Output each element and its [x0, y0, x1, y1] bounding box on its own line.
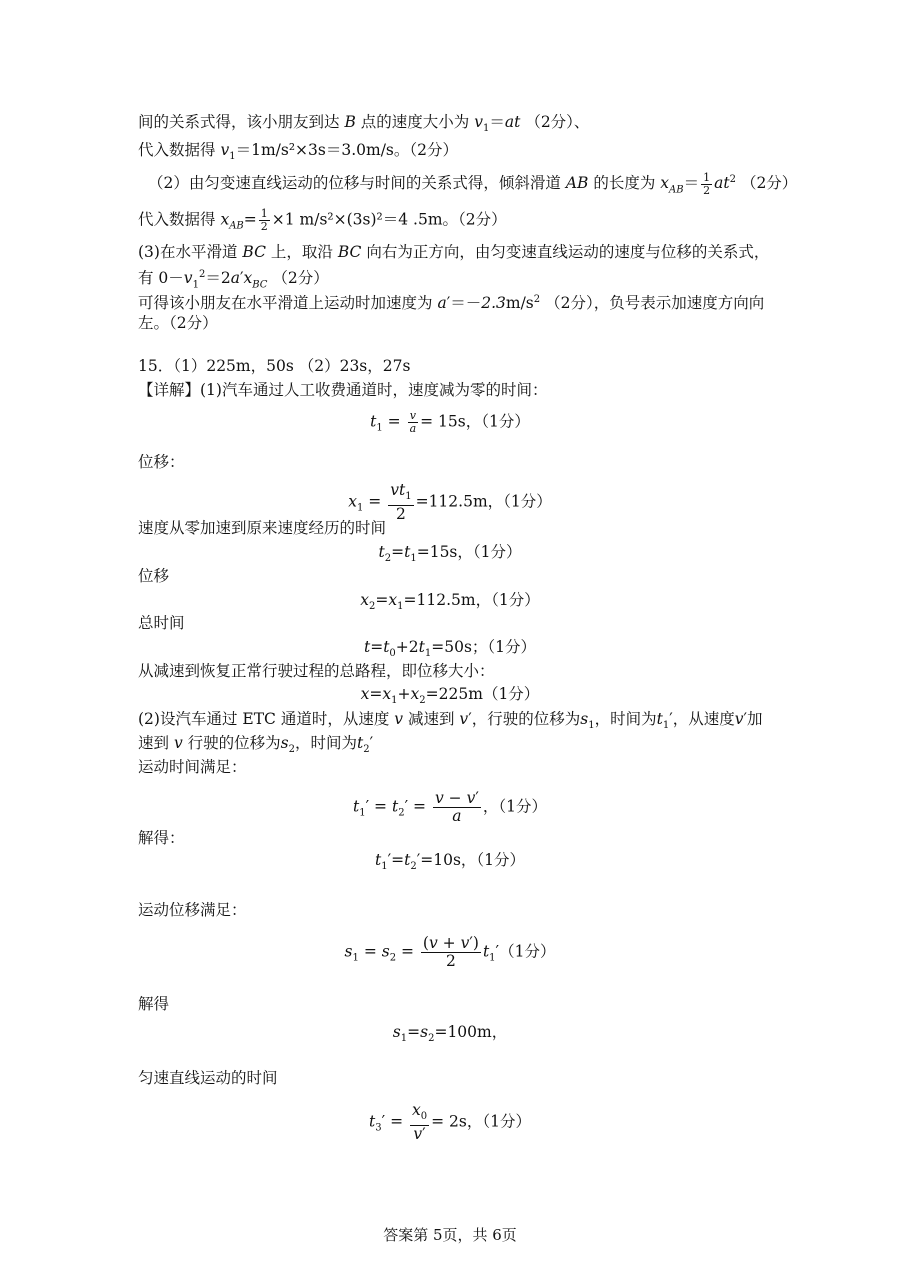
text: 解得：	[138, 829, 185, 847]
text-line	[138, 380, 547, 400]
text: （2分）、	[525, 113, 590, 131]
text: 总时间	[138, 614, 185, 632]
text: 15．（1）225m，50s （2）23s，27s	[138, 357, 411, 375]
text: 运动时间满足：	[138, 758, 247, 776]
text-line	[138, 757, 247, 777]
text: 代入数据得	[138, 210, 216, 229]
text-line: (3)在水平滑道 BC 上，取沿 BC 向右为正方向，由匀变速直线运动的速度与位移的关系式，	[138, 243, 770, 261]
equation-total-distance: $x=x_1+x_2=225m(1$分）	[360, 685, 540, 707]
text: （1分）	[499, 942, 556, 961]
text-line	[138, 313, 218, 333]
text: ，（1分）	[482, 797, 547, 816]
fraction: $\frac{v}{a}$	[409, 409, 417, 435]
text: （2分）	[272, 269, 329, 288]
text: (2)设汽车通过 ETC 通道时，从速度	[138, 710, 390, 728]
text: 解得	[138, 995, 170, 1013]
equation-total-time: $t=t_0+2t_1=50s$；（1分）	[363, 638, 537, 660]
text: ×1 m/s²×(3s)²＝4 .5m。（2分）	[271, 210, 507, 229]
text: 运动位移满足：	[138, 901, 247, 919]
text: ，时间为	[295, 734, 358, 752]
text-line	[138, 566, 169, 586]
text-line	[138, 900, 247, 920]
equation-t1p-result: $t_1'=t_2'=10s$，（1分）	[374, 851, 526, 873]
text: 有 0－	[138, 269, 184, 288]
text-line	[138, 452, 185, 472]
text: =112.5m，（1分）	[403, 591, 540, 609]
text: ，从速度	[672, 710, 735, 728]
text-line: 代入数据得 $v_1=1m/s^2\times 3s=3.0m/s$。（2分）	[138, 141, 458, 163]
text: = 15s，（1分）	[420, 412, 530, 431]
text: （2）由匀变速直线运动的位移与时间的关系式得，倾斜滑道	[148, 174, 561, 193]
text: =50s；（1分）	[431, 638, 537, 656]
text: 代入数据得	[138, 141, 216, 159]
text: 上，取沿	[270, 243, 333, 261]
equation-s1-s2: $s_1 = s_2$ = $\frac{(v + v')}{2}$ $t_1'(1$分）	[344, 934, 556, 970]
text-line: 速到 v 行驶的位移为$s_2$，时间为$t_2'$	[138, 734, 374, 756]
equation-t1p-t2p: $t_1' = t_2'$ = $\frac{v - v'}{a}$ ，（1分）	[353, 789, 547, 825]
text-line	[138, 994, 169, 1014]
text: ＝1m/s²×3s＝3.0m/s。（2分）	[235, 141, 458, 159]
answer-summary	[138, 356, 410, 376]
text: 位移	[138, 567, 170, 585]
text: =225m（1分）	[425, 685, 540, 703]
text: 向右为正方向，由匀变速直线运动的速度与位移的关系式，	[366, 243, 770, 261]
fraction: $\frac{v - v'}{a}$	[434, 789, 479, 825]
text: =15s，（1分）	[416, 543, 522, 561]
text: 可得该小朋友在水平滑道上运动时加速度为	[138, 294, 433, 313]
text-line	[138, 518, 386, 538]
text: 间的关系式得，该小朋友到达	[138, 113, 340, 131]
text: = 2s，（1分）	[431, 1112, 531, 1131]
text: 行驶的位移为	[187, 734, 281, 752]
text: =10s，（1分）	[420, 851, 526, 869]
text-line	[138, 613, 185, 633]
equation-x2: $x_2=x_1=112.5m$，（1分）	[360, 591, 540, 613]
text: 匀速直线运动的时间	[138, 1069, 278, 1087]
equation-t2: $t_2=t_1=15s$，（1分）	[378, 543, 522, 565]
fraction: $\frac{1}{2}$	[260, 207, 268, 233]
text: =100m，	[434, 1023, 508, 1041]
text-line	[138, 1068, 278, 1088]
equation-t1: $t_1$ = $\frac{v}{a}$ = 15s，（1分）	[370, 409, 530, 435]
text: 左。（2分）	[138, 314, 218, 332]
fraction: $\frac{x_0}{v'}$	[412, 1101, 428, 1144]
text-line: （2）由匀变速直线运动的位移与时间的关系式得，倾斜滑道 AB 的长度为 $x_{AB}=$ $\frac{1}{2}$ $at^2$ （2分）	[148, 170, 798, 197]
text: 位移：	[138, 453, 185, 471]
equation-x1: $x_1$ = $\frac{vt_1}{2}$ =112.5m，（1分）	[348, 481, 552, 524]
text: =112.5m，（1分）	[415, 492, 552, 511]
text: ，行驶的位移为	[471, 710, 581, 728]
text-line: 有 $0-v_1^2=2a'x_{BC}$ （2分）	[138, 269, 329, 291]
text: 的长度为	[593, 174, 656, 193]
text: （2分）	[740, 174, 798, 193]
text-line	[138, 828, 185, 848]
equation-t3p: $t_3'$ = $\frac{x_0}{v'}$ = 2s，（1分）	[369, 1101, 531, 1144]
equation-s-result: $s_1=s_2=100m$，	[392, 1023, 508, 1045]
text: 减速到	[407, 710, 455, 728]
text-line	[138, 661, 495, 681]
text-line: 间的关系式得，该小朋友到达 B 点的速度大小为 $v_1=at$ （2分）、	[138, 113, 590, 135]
text: 从减速到恢复正常行驶过程的总路程，即位移大小：	[138, 662, 495, 680]
fraction: $\frac{(v + v')}{2}$	[422, 934, 479, 970]
text: （2分），负号表示加速度方向向	[545, 294, 765, 313]
text: 速度从零加速到原来速度经历的时间	[138, 519, 387, 537]
text: (3)在水平滑道	[138, 243, 238, 261]
fraction: $\frac{1}{2}$	[703, 170, 711, 197]
text-line: 可得该小朋友在水平滑道上运动时加速度为 $a'=-2.3m/s^2$ （2分），负号表示加速度方向向	[138, 294, 765, 313]
text-line: 代入数据得 $x_{AB}=$ $\frac{1}{2}$ ×1 m/s²×(3s)²＝4 .5m。（2分）	[138, 207, 507, 233]
text: ，时间为	[594, 710, 657, 728]
text-line: (2)设汽车通过 ETC 通道时，从速度 v 减速到 v′，行驶的位移为$s_1$，时间为$t_1'$，从速度v′加	[138, 710, 763, 732]
text: 点的速度大小为	[360, 113, 470, 131]
text: 【详解】(1)汽车通过人工收费通道时，速度减为零的时间：	[138, 381, 548, 399]
text: 速到	[138, 734, 170, 752]
fraction: $\frac{vt_1}{2}$	[390, 481, 412, 524]
page-footer: 答案第 5页，共 6页	[383, 1226, 517, 1244]
text: 加	[747, 710, 763, 728]
